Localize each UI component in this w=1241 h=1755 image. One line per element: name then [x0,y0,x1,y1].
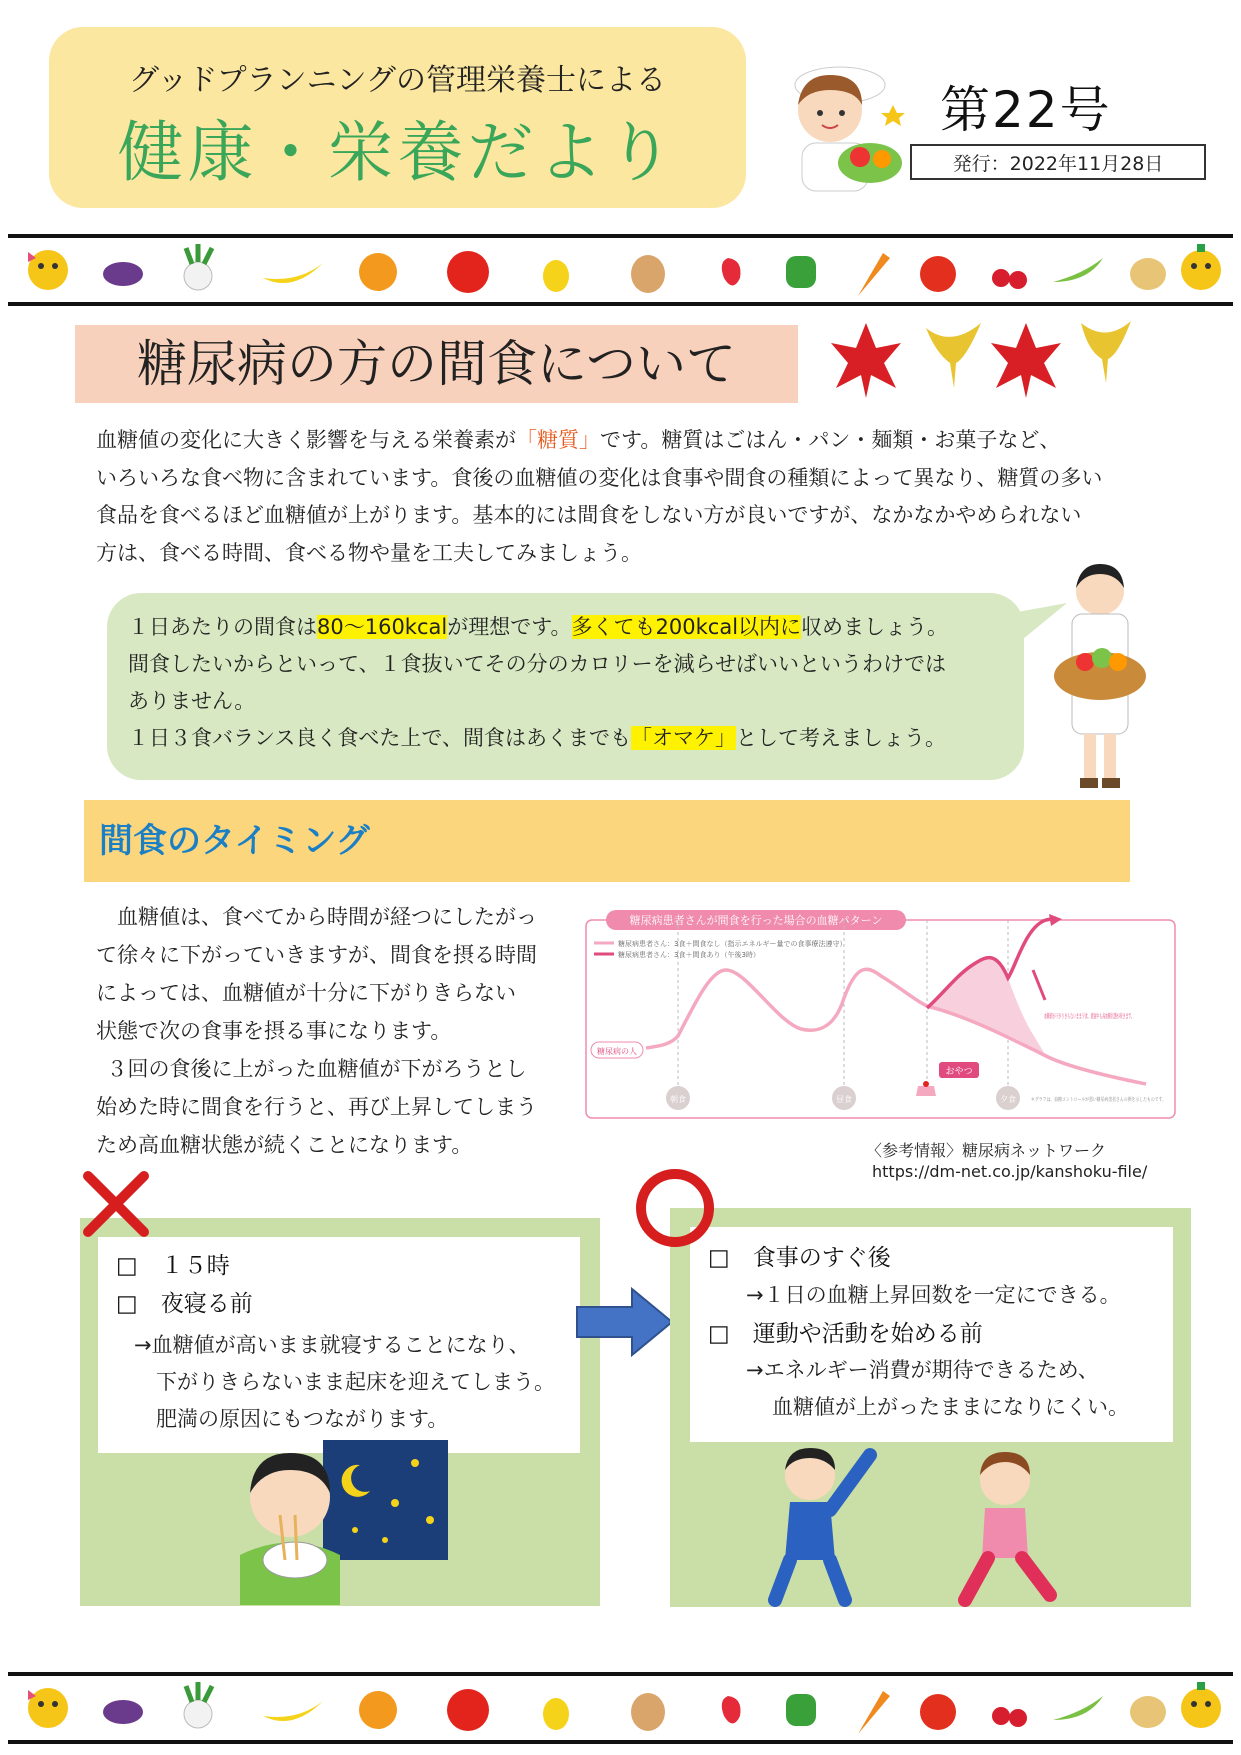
issue-number: 第22号 [940,81,1112,139]
bad-note-3: 肥満の原因にもつながります。 [156,1407,449,1431]
good-note-2: →エネルギー消費が期待できるため、 [746,1358,1099,1382]
nutritionist-illustration [770,45,910,195]
advice-text-span: １日あたりの間食は [128,615,317,639]
advice-text-span: 収めましょう。 [801,615,949,639]
bad-note-1: →血糖値が高いまま就寝することになり、 [134,1333,530,1357]
arrow-right-icon [577,1287,677,1357]
cake-strawberry-icon [923,1081,929,1087]
intro-text: です。糖質はごはん・パン・麺類・お菓子など、 [600,428,1061,452]
highlight-calorie-range: 80～160kcal [317,615,448,639]
timing-line: て徐々に下がっていきますが、間食を摂る時間 [96,943,537,967]
cross-mark-icon [80,1168,152,1240]
chart-annotation [1044,1011,1134,1020]
section-heading: 間食のタイミング [99,821,370,861]
exercise-illustration [760,1440,1100,1605]
reference-label: 〈参考情報〉糖尿病ネットワーク [866,1141,1107,1160]
newsletter-title: 健康・栄養だより [117,114,678,191]
timing-paragraph [96,898,556,1164]
legend-no-snack: 糖尿病患者さん：3食＋間食なし（指示エネルギー量での食事療法遵守） [618,940,847,948]
article-title: 糖尿病の方の間食について [137,335,736,393]
advice-text-span: １日３食バランス良く食べた上で、間食はあくまでも [128,726,631,750]
dietitian-illustration [1050,556,1150,791]
intro-text: 血糖値の変化に大きく影響を与える栄養素が [96,428,516,452]
chart-title: 糖尿病患者さんが間食を行った場合の血糖パターン [629,914,883,927]
food-strip-top [8,234,1233,306]
advice-text-span: が理想です。 [447,615,572,639]
night-snack-illustration [235,1435,455,1605]
advice-bubble [107,593,1024,780]
timing-line: によっては、血糖値が十分に下がりきらない [96,981,516,1005]
meal-label-breakfast: 朝食 [670,1095,686,1104]
food-icons-row [8,238,1233,302]
advice-text [128,609,1018,757]
advice-text-span: として考えましょう。 [735,726,946,750]
bad-item-before-bed: □ 夜寝る前 [116,1291,253,1317]
snack-label: おやつ [945,1067,973,1077]
autumn-leaves-decoration [826,313,1136,403]
advice-line-4 [128,720,1018,757]
good-item-before-exercise: □ 運動や活動を始める前 [708,1321,983,1347]
issue-date: 発行：2022年11月28日 [910,144,1206,180]
highlight-extra: 「オマケ」 [630,726,736,750]
good-timing-card [690,1227,1173,1442]
article-title-box [75,325,798,403]
circle-mark-icon [630,1163,720,1253]
intro-line-2: いろいろな食べ物に含まれています。食後の血糖値の変化は食事や間食の種類によって異なり、糖質の多い [96,465,1103,490]
advice-line-2: 間食したいからといって、１食抜いてその分のカロリーを減らせばいいというわけでは [128,652,946,676]
advice-line-1 [128,609,1018,646]
timing-line: 血糖値は、食べてから時間が経つにしたがっ [117,905,537,929]
timing-line: ３回の食後に上がった血糖値が下がろうとし [106,1057,527,1081]
timing-line: ため高血糖状態が続くことになります。 [96,1133,473,1157]
meal-label-dinner: 夕食 [1000,1095,1016,1104]
food-strip-bottom [8,1672,1233,1744]
intro-paragraph [96,422,1146,572]
meal-label-lunch: 昼食 [836,1095,852,1104]
header-banner [49,27,746,208]
bad-timing-card [98,1237,580,1453]
food-icons-row [8,1676,1233,1740]
header-subtitle: グッドプランニングの管理栄養士による [129,63,666,98]
bad-item-3pm: □ １５時 [116,1253,230,1279]
timing-line: 状態で次の食事を摂る事になります。 [96,1019,452,1043]
section-heading-bar [84,800,1130,882]
good-note-3: 血糖値が上がったままになりにくい。 [772,1395,1129,1419]
intro-line-3: 食品を食べるほど血糖値が上がります。基本的には間食をしない方が良いですが、なかなかやめられない [96,503,1082,527]
bad-note-2: 下がりきらないまま起床を迎えてしまう。 [156,1370,555,1394]
good-note-1: →１日の血糖上昇回数を一定にできる。 [746,1283,1121,1307]
reference-url[interactable]: https://dm-net.co.jp/kanshoku-file/ [872,1162,1148,1181]
timing-line: 始めた時に間食を行うと、再び上昇してしまう [96,1095,537,1119]
series-label: 糖尿病の人 [597,1047,637,1056]
blood-glucose-chart [586,906,1206,1119]
chart-footnote: ＊グラフは、血糖コントロールが悪い糖尿病患者さんの例を示したものです。 [1031,1097,1206,1103]
highlight-calorie-max: 多くても200kcal以内に [571,615,802,639]
advice-line-3: ありません。 [128,689,256,713]
intro-line-1 [96,422,1146,460]
legend-with-snack: 糖尿病患者さん：3食＋間食あり（午後3時） [618,951,760,959]
cake-icon [916,1086,936,1096]
intro-line-4: 方は、食べる時間、食べる物や量を工夫してみましょう。 [96,540,642,565]
good-item-after-meal: □ 食事のすぐ後 [708,1245,891,1271]
keyword-carbohydrate: 「糖質」 [516,428,600,452]
